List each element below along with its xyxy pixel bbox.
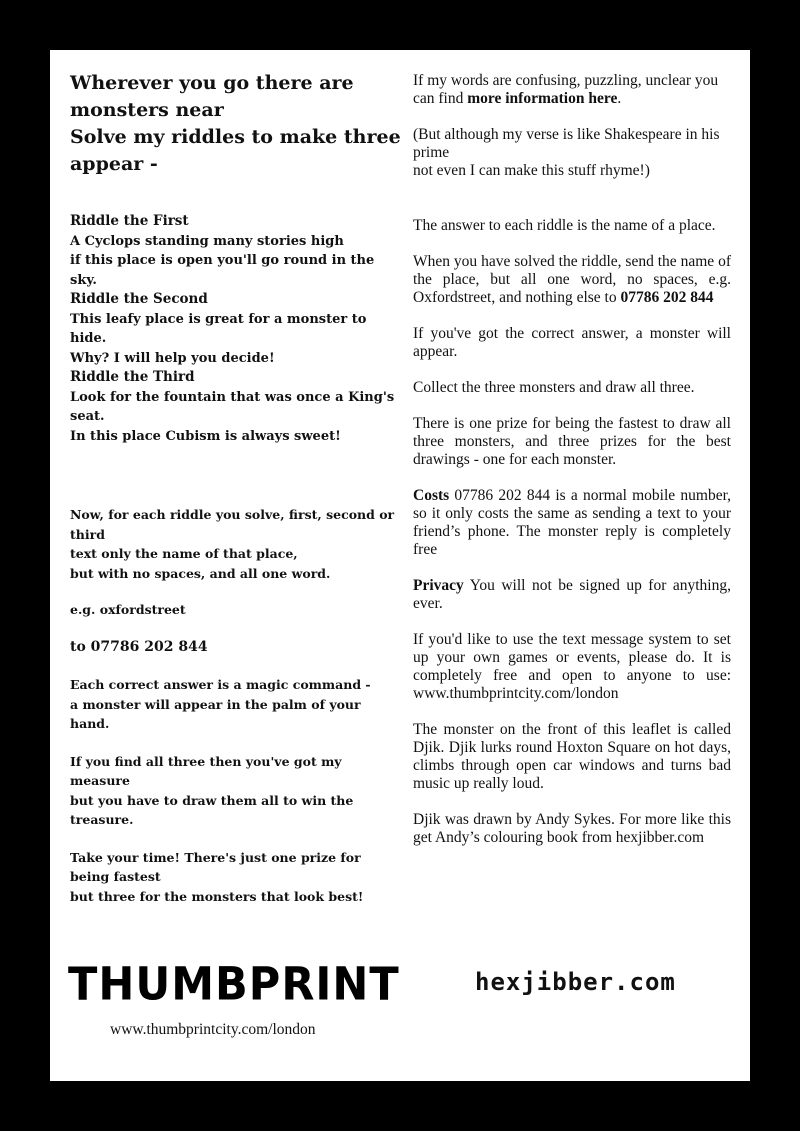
- info-send-text: When you have solved the riddle, send the name of the place, but all one word, no spaces, e.g. Oxfordstreet, and nothing else to: [413, 253, 731, 306]
- instructions: [70, 505, 402, 906]
- costs-text: 07786 202 844 is a normal mobile number, so it only costs the same as sending a text to your friend’s phone. The monster reply is completely free: [413, 487, 731, 558]
- intro-aside-line: not even I can make this stuff rhyme!): [413, 162, 650, 179]
- intro-aside: [413, 126, 731, 180]
- info-privacy: [413, 577, 731, 613]
- headline-line: monsters near: [70, 99, 224, 121]
- riddle-line: Look for the fountain that was once a King's seat.: [70, 389, 395, 424]
- instruction-line: Take your time! There's just one prize for being fastest: [70, 849, 361, 884]
- riddle-line: Why? I will help you decide!: [70, 350, 275, 366]
- riddle-line: if this place is open you'll go round in the sky.: [70, 253, 375, 288]
- instruction-line: If you find all three then you've got my measure: [70, 753, 342, 788]
- instruction-line: but with no spaces, and all one word.: [70, 565, 331, 581]
- instruction-line: but you have to draw them all to win the treasure.: [70, 792, 354, 827]
- intro-text: .: [617, 90, 622, 107]
- intro-aside-line: (But although my verse is like Shakespeare in his prime: [413, 126, 720, 161]
- info-column: [413, 217, 731, 847]
- intro-block: [413, 72, 731, 180]
- riddle-line: This leafy place is great for a monster to hide.: [70, 311, 367, 346]
- instruction-line: a monster will appear in the palm of your hand.: [70, 696, 361, 731]
- thumbprint-logo[interactable]: THUMBPRINT: [68, 958, 400, 1012]
- info-prize: There is one prize for being the fastest to draw all three monsters, and three prizes for the best drawings - one for each monster.: [413, 415, 731, 468]
- riddle-title: Riddle the First: [70, 213, 189, 229]
- privacy-text: You will not be signed up for anything, ever.: [413, 577, 731, 612]
- info-collect: Collect the three monsters and draw all three.: [413, 379, 695, 396]
- info-system: If you'd like to use the text message system to set up your own games or events, please do. It is completely free and open to anyone to use: www.thumbprintcity.com/london: [413, 631, 731, 702]
- intro-text: If my words are confusing, puzzling, unclear you can find: [413, 72, 719, 107]
- footer-url[interactable]: www.thumbprintcity.com/london: [110, 1021, 316, 1038]
- riddle-line: In this place Cubism is always sweet!: [70, 428, 341, 444]
- riddle-line: A Cyclops standing many stories high: [70, 233, 344, 249]
- info-costs: [413, 487, 731, 559]
- costs-label: Costs: [413, 487, 450, 504]
- headline-line: appear -: [70, 153, 158, 175]
- instruction-line: text only the name of that place,: [70, 546, 298, 561]
- hexjibber-logo[interactable]: hexjibber.com: [475, 968, 676, 996]
- instruction-line: Each correct answer is a magic command -: [70, 677, 371, 692]
- phone-number: to 07786 202 844: [70, 638, 208, 655]
- riddle-title: Riddle the Second: [70, 291, 208, 307]
- riddle-3: [70, 368, 402, 446]
- intro-paragraph: [413, 72, 731, 108]
- instruction-line: but three for the monsters that look best!: [70, 888, 364, 904]
- instruction-line: Now, for each riddle you solve, first, second or third: [70, 507, 395, 542]
- headline-line: Wherever you go there are: [70, 72, 354, 94]
- info-monster: The monster on the front of this leaflet is called Djik. Djik lurks round Hoxton Square on hot days, climbs through open car windows and turns bad music up really loud.: [413, 721, 731, 792]
- privacy-label: Privacy: [413, 577, 464, 594]
- riddle-title: Riddle the Third: [70, 369, 195, 385]
- leaflet-page: [50, 50, 750, 1081]
- riddle-1: [70, 212, 402, 290]
- info-send-number: 07786 202 844: [620, 289, 714, 306]
- headline: [70, 70, 402, 178]
- example-text: e.g. oxfordstreet: [70, 602, 186, 617]
- more-info-link[interactable]: more information here: [467, 90, 618, 107]
- riddle-2: [70, 290, 402, 368]
- info-correct: If you've got the correct answer, a monster will appear.: [413, 325, 731, 360]
- info-credit: Djik was drawn by Andy Sykes. For more like this get Andy’s colouring book from hexjibber.com: [413, 811, 731, 846]
- headline-line: Solve my riddles to make three: [70, 126, 401, 148]
- info-send: [413, 253, 731, 307]
- info-answer: The answer to each riddle is the name of a place.: [413, 217, 716, 234]
